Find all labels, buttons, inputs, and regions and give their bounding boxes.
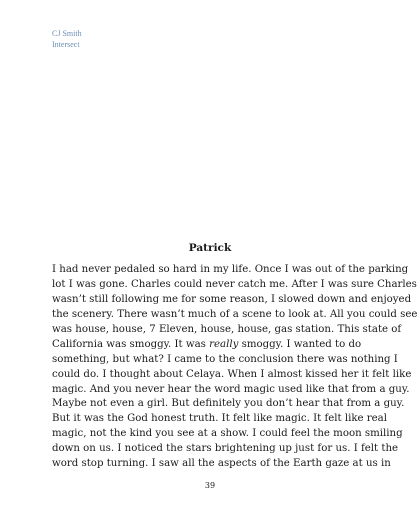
body-text-segment: lot I was gone. Charles could never catch me. After I was sure Charles [52, 278, 417, 290]
body-line [52, 308, 418, 323]
body-text-segment: But it was the God honest truth. It felt like magic. It felt like real [52, 413, 388, 425]
body-line [52, 427, 403, 442]
body-line [52, 353, 398, 368]
body-text-segment: magic, not the kind you see at a show. I could feel the moon smiling [52, 428, 403, 440]
body-line [52, 263, 409, 278]
body-text-segment: the scenery. There wasn’t much of a scene to look at. All you could see [52, 308, 418, 320]
body-text-segment: smoggy. I wanted to do [238, 338, 362, 350]
page-number: 39 [204, 481, 216, 490]
body-line [52, 442, 399, 457]
body-text-segment: word stop turning. I saw all the aspects of the Earth gaze at us in [52, 458, 391, 470]
body-text-segment: down on us. I noticed the stars brightening up just for us. I felt the [52, 443, 399, 455]
body-text-segment: wasn’t still following me for some reason, I slowed down and enjoyed [52, 293, 412, 305]
body-line [52, 397, 405, 412]
body-line [52, 323, 402, 338]
body-text [52, 263, 418, 472]
body-line [52, 338, 374, 353]
body-text-segment: magic. And you never hear the word magic used like that from a guy. [52, 383, 410, 395]
header-author: CJ Smith [52, 29, 82, 38]
body-line [52, 383, 410, 398]
body-line [52, 412, 388, 427]
body-text-segment: California was smoggy. It was [52, 338, 210, 350]
body-line [52, 293, 412, 308]
body-text-segment: I had never pedaled so hard in my life. Once I was out of the parking [52, 264, 409, 275]
body-line [52, 278, 417, 293]
header-book-title: Intersect [52, 40, 80, 49]
body-line [52, 368, 412, 383]
chapter-title: Patrick [188, 242, 232, 254]
body-text-segment: was house, house, 7 Eleven, house, house, gas station. This state of [52, 323, 402, 335]
body-text-segment: something, but what? I came to the conclusion there was nothing I [52, 353, 398, 365]
body-line [52, 457, 391, 472]
body-text-segment: Maybe not even a girl. But definitely you don’t hear that from a guy. [52, 398, 405, 410]
body-text-segment: could do. I thought about Celaya. When I almost kissed her it felt like [52, 368, 412, 380]
running-head [52, 28, 82, 50]
emphasis-text: really [209, 338, 239, 350]
